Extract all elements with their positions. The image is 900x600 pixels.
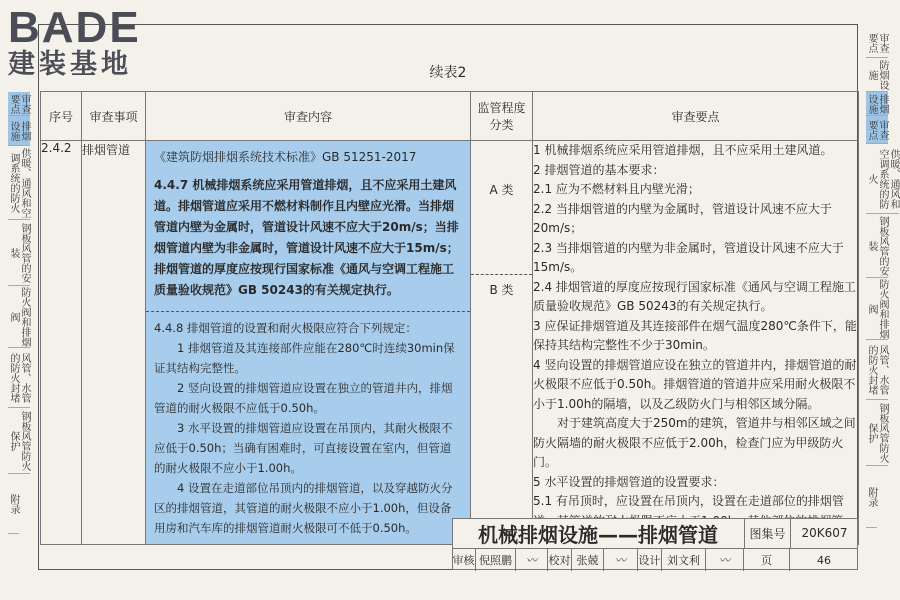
check-label: 校对 bbox=[548, 549, 572, 571]
content-section-b bbox=[146, 312, 470, 544]
right-tab-smoke-prevention[interactable]: 防烟设施 bbox=[866, 58, 888, 92]
point-line: 2.4 排烟管道的厚度应按现行国家标准《通风与空调工程施工质量验收规范》GB 50243的有关规定执行。 bbox=[533, 279, 856, 313]
point-line: 5 水平设置的排烟管道的设置要求： bbox=[533, 474, 725, 489]
table-header-row bbox=[41, 92, 859, 141]
point-line: 1 机械排烟系统应采用管道排烟，且不应采用土建风道。 bbox=[533, 143, 833, 157]
point-line: 3 应保证排烟管道及其连接部件在烟气温度280℃条件下，能保持其结构完整性不少于30min。 bbox=[533, 318, 857, 352]
table-title: 续表2 bbox=[429, 65, 467, 81]
point-line: 2.1 应为不燃材料且内壁光滑； bbox=[533, 182, 700, 196]
clause-4-4-7: 4.4.7 机械排烟系统应采用管道排烟，且不应采用土建风道。排烟管道应采用不燃材料制作且内壁应光滑。当排烟管道内壁为金属时，管道设计风速不应大于20m/s；当排烟管道内壁为非金属时，管道设计风速不应大于15m/s；排烟管道的厚度应按现行国家标准《通风与空调工程施工质量验收规范》GB 50243的有关规定执行。 bbox=[154, 178, 459, 297]
right-tab-hvac-fire[interactable]: 供暖、通风和空调系统的防火 bbox=[866, 144, 899, 214]
right-tab-duct-protection[interactable]: 钢板风管防火保护 bbox=[866, 400, 888, 466]
point-line: 对于建筑高度大于250m的建筑，管道井与相邻区域之间防火隔墙的耐火极限不应低于2.00h，检查门应为甲级防火门。 bbox=[533, 416, 856, 469]
row-item: 排烟管道 bbox=[82, 141, 146, 545]
right-tab-fire-sealing[interactable]: 风管、水管的防火封堵 bbox=[866, 340, 888, 400]
designer-name: 刘文利 bbox=[662, 549, 706, 571]
point-line: 5.1 有吊顶时，应设置在吊顶内，设置在走道部位的排烟管 bbox=[533, 494, 844, 508]
left-sidebar bbox=[8, 92, 36, 534]
left-tab-review-points[interactable]: 审查要点 bbox=[8, 92, 30, 116]
right-tab-smoke-exhaust[interactable]: 排烟设施 bbox=[866, 92, 888, 116]
left-tab-duct-protection[interactable]: 钢板风管防火保护 bbox=[8, 408, 30, 474]
right-tab-fire-dampers[interactable]: 防火阀和排烟阀 bbox=[866, 278, 888, 339]
logo-subtitle: 建装基地 bbox=[8, 49, 132, 80]
left-tab-hvac-fire[interactable]: 供暖、通风和空调系统的防火 bbox=[8, 146, 30, 220]
atlas-number: 20K607 bbox=[790, 518, 858, 548]
point-line: 2.2 当排烟管道的内壁为金属时，管道设计风速不应大于20m/s； bbox=[533, 201, 832, 235]
right-tab-steel-duct-install[interactable]: 钢板风管的安装 bbox=[866, 214, 888, 278]
point-line: 2.3 当排烟管道的内壁为非金属时，管道设计风速不应大于15m/s。 bbox=[533, 240, 844, 274]
checker-signature: 〰 bbox=[604, 549, 638, 571]
design-label: 设计 bbox=[638, 549, 662, 571]
row-points bbox=[533, 141, 859, 545]
header-no: 序号 bbox=[41, 92, 82, 141]
signature-row bbox=[452, 548, 858, 571]
clause-4-4-8-line: 4 设置在走道部位吊顶内的排烟管道，以及穿越防火分区的排烟管道，其管道的耐火极限不应小于1.00h，但设备用房和汽车库的排烟管道耐火极限可不低于0.50h。 bbox=[154, 481, 453, 535]
grade-a: A 类 bbox=[471, 141, 532, 275]
clause-4-4-8-line: 3 水平设置的排烟管道应设置在吊顶内，其耐火极限不应低于0.50h；当确有困难时，可直接设置在室内，但管道的耐火极限不应小于1.00h。 bbox=[154, 421, 453, 475]
clause-4-4-8-line: 4.4.8 排烟管道的设置和耐火极限应符合下列规定： bbox=[154, 321, 417, 335]
header-points: 审查要点 bbox=[533, 92, 859, 141]
standard-reference: 《建筑防烟排烟系统技术标准》GB 51251-2017 bbox=[154, 150, 417, 164]
header-content: 审查内容 bbox=[146, 92, 471, 141]
page-number: 46 bbox=[817, 553, 831, 567]
drawing-title: 机械排烟设施——排烟管道 bbox=[478, 522, 718, 547]
reviewer-signature: 〰 bbox=[516, 549, 548, 571]
review-table bbox=[40, 91, 859, 545]
row-number: 2.4.2 bbox=[41, 141, 82, 545]
page-label: 页 bbox=[744, 549, 790, 571]
row-grade bbox=[471, 141, 533, 545]
content-section-a bbox=[146, 141, 470, 312]
atlas-label: 图集号 bbox=[744, 518, 790, 548]
right-tab-review-points-1[interactable]: 审查要点 bbox=[866, 28, 888, 58]
left-tab-steel-duct-install[interactable]: 钢板风管的安装 bbox=[8, 220, 30, 286]
row-content bbox=[146, 141, 471, 545]
designer-signature: 〰 bbox=[706, 549, 744, 571]
clause-4-4-8-line: 2 竖向设置的排烟管道应设置在独立的管道井内，排烟管道的耐火极限不应低于0.50h。 bbox=[154, 381, 453, 415]
point-line: 4 竖向设置的排烟管道应设在独立的管道井内，排烟管道的耐火极限不应低于0.50h。排烟管道的管道井应采用耐火极限不小于1.00h的隔墙，以及乙级防火门与相邻区域分隔。 bbox=[533, 357, 857, 411]
left-tab-appendix[interactable]: 附录 bbox=[8, 474, 19, 534]
review-label: 审核 bbox=[452, 549, 476, 571]
left-tab-fire-sealing[interactable]: 风管、水管的防火封堵 bbox=[8, 348, 30, 408]
left-tab-fire-dampers[interactable]: 防火阀和排烟阀 bbox=[8, 286, 30, 347]
right-tab-review-points-2[interactable]: 审查要点 bbox=[866, 116, 888, 144]
logo-brand: BADE bbox=[8, 3, 141, 52]
point-line: 2 排烟管道的基本要求： bbox=[533, 162, 665, 177]
right-tab-appendix[interactable]: 附录 bbox=[866, 466, 877, 528]
header-grade: 监管程度分类 bbox=[471, 92, 533, 141]
header-item: 审查事项 bbox=[82, 92, 146, 141]
grade-b: B 类 bbox=[489, 283, 514, 297]
right-sidebar bbox=[866, 28, 899, 528]
title-block bbox=[452, 518, 858, 570]
reviewer-name: 倪照鹏 bbox=[476, 549, 516, 571]
checker-name: 张兢 bbox=[572, 549, 604, 571]
left-tab-smoke-exhaust[interactable]: 排烟设施 bbox=[8, 116, 30, 146]
clause-4-4-8-line: 1 排烟管道及其连接部件应能在280℃时连续30min保证其结构完整性。 bbox=[154, 341, 455, 375]
table-row bbox=[41, 141, 859, 545]
